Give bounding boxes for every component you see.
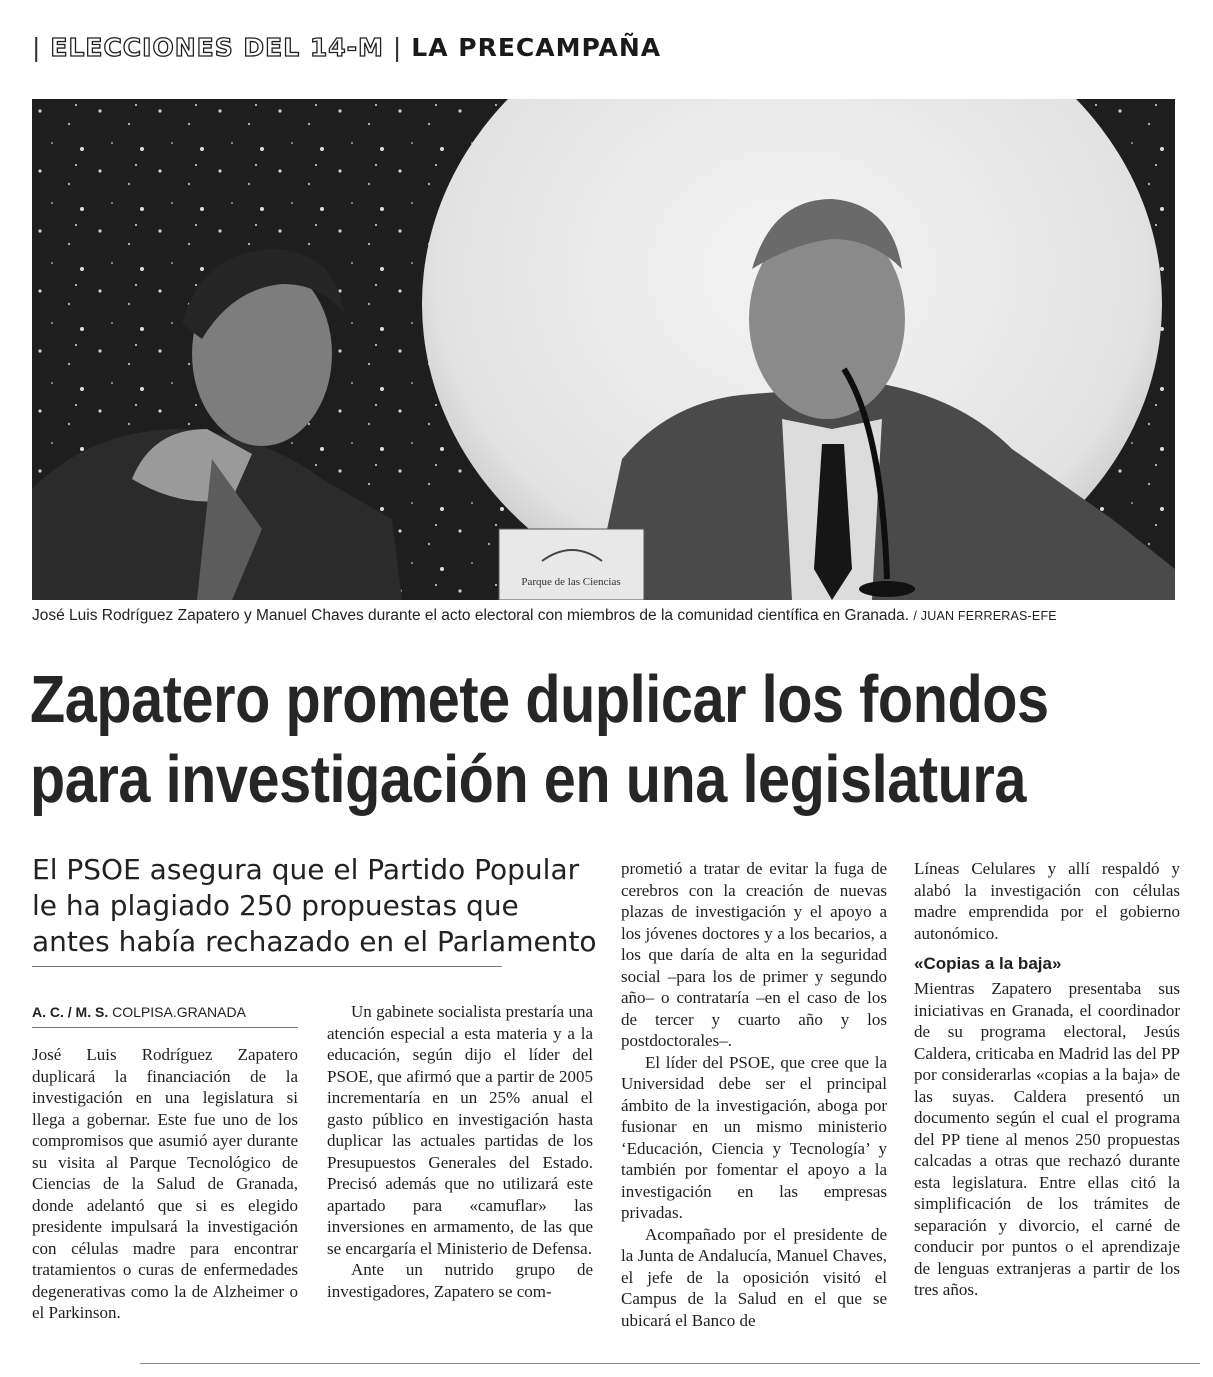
photo-credit: / JUAN FERRERAS-EFE bbox=[913, 609, 1057, 623]
headline-line-1: Zapatero promete duplicar los fondos bbox=[30, 662, 1049, 737]
paragraph: José Luis Rodríguez Zapatero duplicará la financiación de la investigación en una legislatura si llega a gobernar. Este fue uno de los compromisos que asumió ayer durante su visita al Parque Tecnológico de Ciencias de la Salud de Granada, donde adelantó que si es elegido presidente impulsará la investigación con células madre para encontrar tratamientos o curas de enfermedades degenerativas como la de Alzheimer o el Parkinson. bbox=[32, 1045, 298, 1322]
subheadline bbox=[32, 852, 632, 960]
caption-text: José Luis Rodríguez Zapatero y Manuel Chaves durante el acto electoral con miembros de la comunidad científica en Granada. bbox=[32, 607, 910, 624]
byline-rule bbox=[32, 1027, 298, 1028]
paragraph: Un gabinete socialista prestaría una atención especial a esta materia y a la educación, según dijo el líder del PSOE, que afirmó que a partir de 2005 incrementaría en un 25% anual el gasto público en investigación hasta duplicar las actuales partidas de los Presupuestos Generales del Estado. Precisó además que no utilizará este apartado para «camuflar» las inversiones en armamento, de las que se encargaría el Ministerio de Defensa. bbox=[327, 1002, 593, 1258]
paragraph: Líneas Celulares y allí respaldó y alabó la investigación con células madre emprendida por el gobierno autonómico. bbox=[914, 859, 1180, 943]
paragraph: prometió a tratar de evitar la fuga de cerebros con la creación de nuevas plazas de investigación y el apoyo a los jóvenes doctores y a los becarios, a los que daría de alta en la seguridad social –para los de primer y segundo año– o contrataría –en el caso de los de tercer y cuarto año y los postdoctorales–. bbox=[621, 859, 887, 1050]
paragraph: Ante un nutrido grupo de investigadores, Zapatero se com- bbox=[327, 1260, 593, 1301]
news-photo bbox=[32, 99, 1175, 600]
subheadline-line-2: le ha plagiado 250 propuestas que bbox=[32, 889, 519, 922]
byline-agency: COLPISA.GRANADA bbox=[112, 1004, 246, 1020]
section-divider: | bbox=[32, 33, 51, 62]
subhead-rule bbox=[32, 966, 502, 967]
article-column-4 bbox=[914, 858, 1180, 1301]
subheadline-line-1: El PSOE asegura que el Partido Popular bbox=[32, 853, 580, 886]
paragraph: Mientras Zapatero presentaba sus iniciativas en Granada, el coordinador de su programa electoral, Jesús Caldera, criticaba en Madrid las del PP por considerarlas «copias a la baja» de las suyas. Caldera presentó un documento según el cual el programa del PP tiene al menos 250 propuestas calcadas a otras que rechazó durante esta legislatura. Entre ellas citó la simplificación de los trámites de separación y divorcio, el carné de conducir por puntos o el aprendizaje de lenguas extranjeras a partir de los tres años. bbox=[914, 979, 1180, 1299]
article-column-3 bbox=[621, 858, 887, 1331]
table-sign-text: Parque de las Ciencias bbox=[521, 576, 621, 588]
article-column-2 bbox=[327, 1001, 593, 1302]
headline-line-2: para investigación en una legislatura bbox=[30, 742, 1026, 817]
section-divider: | bbox=[383, 33, 412, 62]
section-title: «Copias a la baja» bbox=[914, 954, 1062, 973]
subheadline-line-3: antes había rechazado en el Parlamento bbox=[32, 925, 597, 958]
section-header bbox=[32, 28, 661, 68]
byline bbox=[32, 1004, 302, 1020]
paragraph: Acompañado por el presidente de la Junta de Andalucía, Manuel Chaves, el jefe de la oposición visitó el Campus de la Salud en el que se ubicará el Banco de bbox=[621, 1224, 887, 1330]
footer-rule bbox=[140, 1363, 1200, 1364]
photo-caption bbox=[32, 607, 1175, 625]
section-tag: ELECCIONES DEL 14-M bbox=[50, 33, 384, 62]
paragraph: El líder del PSOE, que cree que la Universidad debe ser el principal ámbito de la investigación, aboga por fusionar en un mismo ministerio ‘Educación, Ciencia y Tecnología’ y también por fomentar el apoyo a la investigación en las empresas privadas. bbox=[621, 1052, 887, 1222]
photo-illustration bbox=[32, 99, 1175, 600]
section-subtag: LA PRECAMPAÑA bbox=[411, 33, 662, 62]
byline-authors: A. C. / M. S. bbox=[32, 1004, 109, 1020]
headline bbox=[30, 660, 1049, 820]
article-column-1 bbox=[32, 1044, 298, 1324]
